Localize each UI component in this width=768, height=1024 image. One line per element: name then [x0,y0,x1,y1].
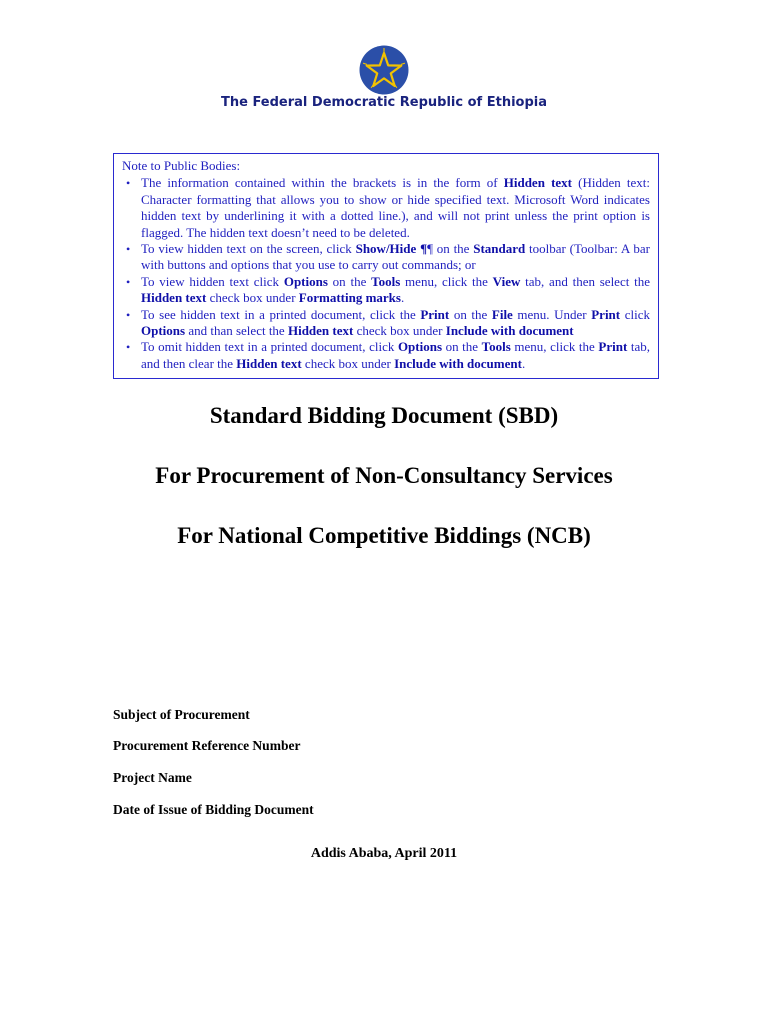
note-keyword: Hidden text [287,323,354,339]
note-keyword: Options [141,323,186,339]
country-name: The Federal Democratic Republic of Ethiopia [220,95,548,110]
note-text: and than select the [185,323,288,339]
note-keyword: Hidden text [503,175,572,191]
note-title: Note to Public Bodies: [122,158,241,173]
note-text: . [521,355,526,371]
note-text: tab, and then clear the [141,339,650,371]
note-item [122,175,650,241]
note-item [122,274,650,307]
note-text: menu, click the [400,273,493,289]
note-item [122,307,650,340]
note-text: To view hidden text on the screen, click [141,241,356,257]
note-text: To see hidden text in a printed document, click the [141,306,421,322]
field-date-of-issue: Date of Issue of Bidding Document [113,802,314,817]
note-text: menu, click the [510,339,599,355]
note-text: To view hidden text click [141,273,284,289]
note-keyword: Formatting marks [298,290,401,306]
note-text: on the [442,339,482,355]
note-text: on the [327,273,372,289]
place-and-date: Addis Ababa, April 2011 [310,846,458,861]
note-text: . [400,290,405,306]
note-keyword: Include with document [445,323,574,339]
note-keyword: Tools [371,273,401,289]
ethiopia-emblem-icon [359,45,409,95]
note-item [122,339,650,372]
note-keyword: Options [283,273,328,289]
note-text: To omit hidden text in a printed document, click [141,339,398,355]
bullet-icon: • [126,274,131,289]
note-list [122,175,650,372]
note-text: on the [449,306,492,322]
bullet-icon: • [126,307,131,322]
note-to-public-bodies [113,153,659,379]
document-subtitle-ncb: For National Competitive Biddings (NCB) [177,523,591,548]
document-subtitle-procurement: For Procurement of Non-Consultancy Services [155,463,613,488]
bullet-icon: • [126,242,131,257]
note-keyword: Print [420,306,450,322]
note-keyword: Include with document [394,355,522,371]
field-project-name: Project Name [113,770,192,785]
note-keyword: File [491,306,513,322]
note-text: The information contained within the brackets is in the form of [141,175,504,191]
note-keyword: Print [598,339,628,355]
note-keyword: Tools [481,339,511,355]
note-text: check box under [206,290,299,306]
field-procurement-reference-number: Procurement Reference Number [113,738,301,753]
note-text: check box under [301,355,395,371]
note-text: ¶ on the [427,241,474,257]
note-item [122,241,650,274]
note-keyword: Hidden text [236,355,302,371]
note-text: menu. Under [512,306,592,322]
note-text: check box under [353,323,446,339]
note-keyword: View [492,273,521,289]
bullet-icon: • [126,340,131,355]
bullet-icon: • [126,176,131,191]
note-keyword: Hidden text [141,290,207,306]
note-text: toolbar (Toolbar: A bar with buttons and options that you use to carry out commands; or [141,241,650,273]
note-text: (Hidden text: Character formatting that allows you to show or hide specified text. Microsoft Word indicates hidden text by underlining it with a dotted line.), and will not print unless the print option is flagged. The hidden text doesn’t need to be deleted. [141,175,650,240]
note-text: tab, and then select the [520,273,650,289]
note-keyword: Options [397,339,443,355]
document-title: Standard Bidding Document (SBD) [209,403,559,428]
note-keyword: Print [591,306,621,322]
note-keyword: Standard [473,241,526,257]
note-text: click [620,306,650,322]
field-subject-of-procurement: Subject of Procurement [113,707,250,722]
note-keyword: Show/Hide ¶ [355,241,428,257]
